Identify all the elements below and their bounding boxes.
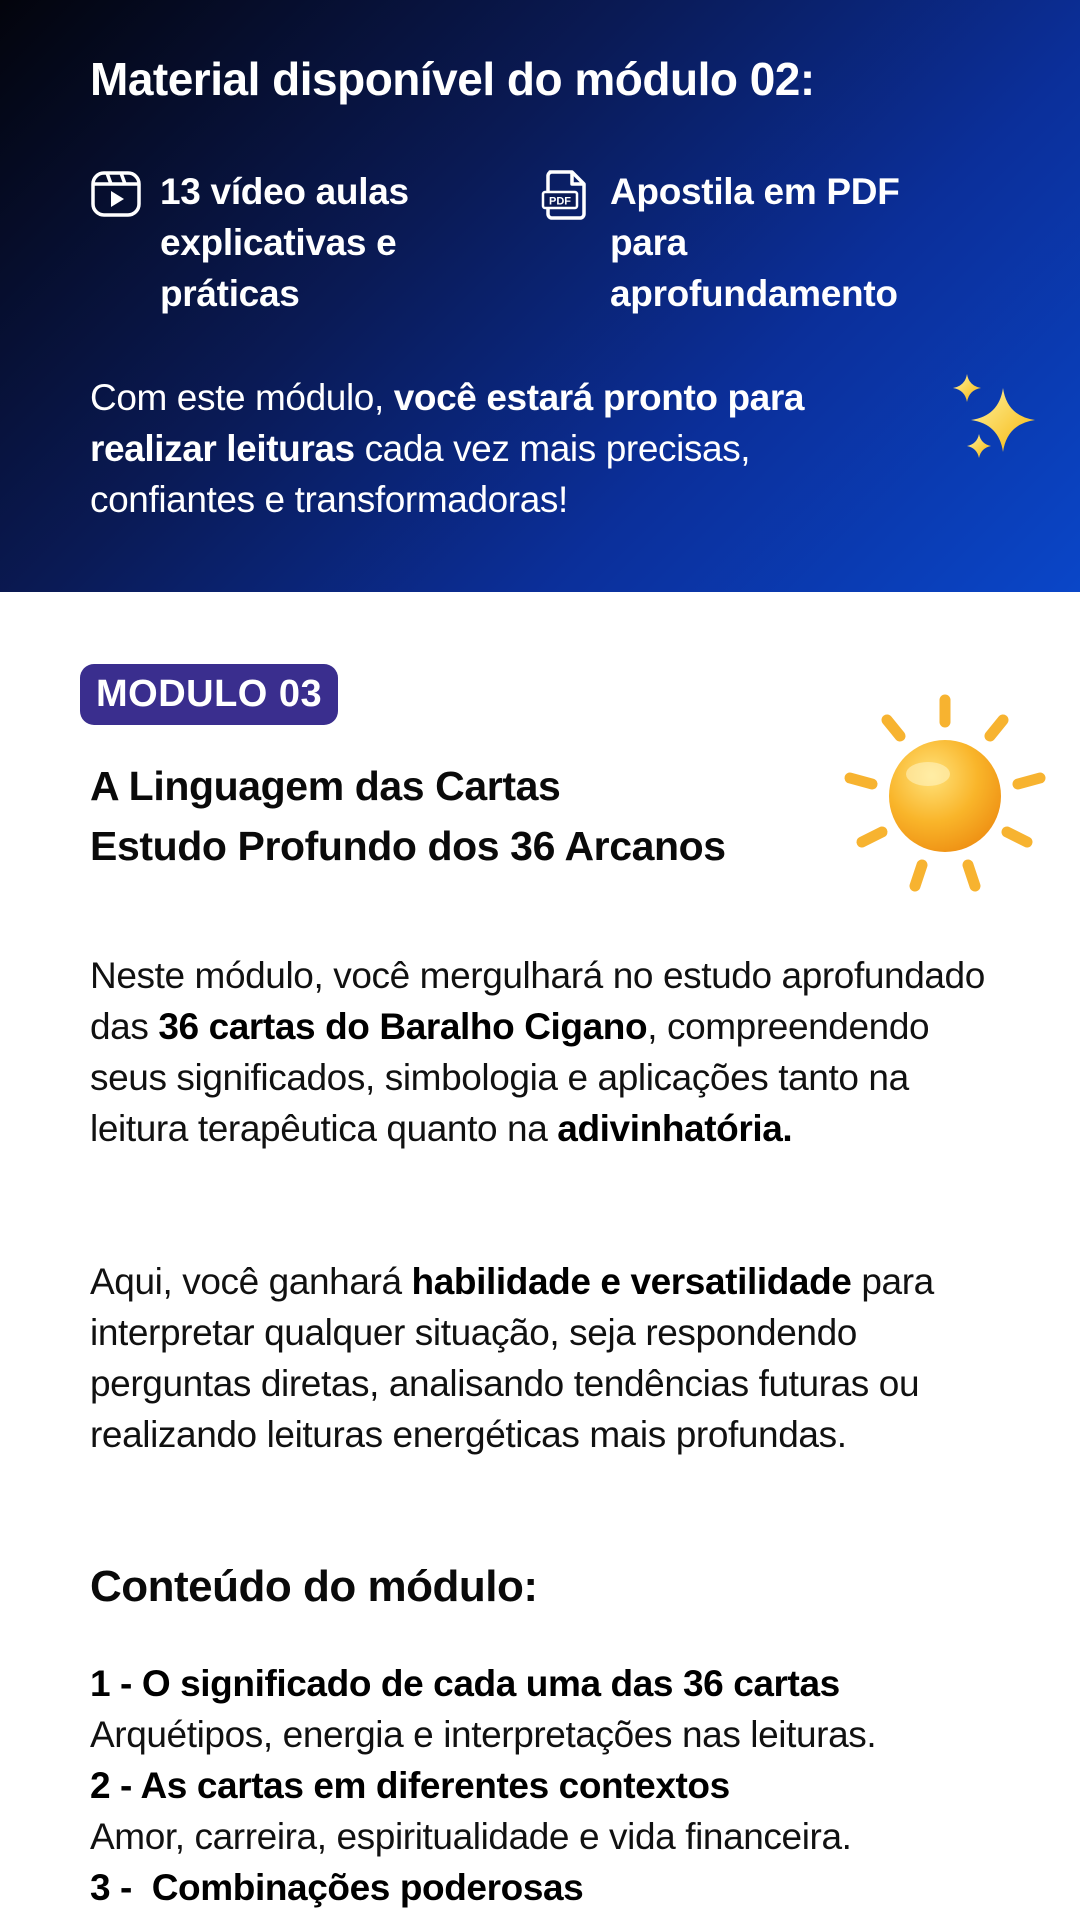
hero-description <box>90 372 850 525</box>
module-title-line1: A Linguagem das Cartas <box>90 763 561 809</box>
p2-text-b: para interpretar qualquer situação, seja respondendo perguntas diretas, analisando tendências futuras ou realizando leituras energéticas mais profundas. <box>90 1261 934 1455</box>
module-title-line2: Estudo Profundo dos 36 Arcanos <box>90 823 726 869</box>
svg-text:PDF: PDF <box>549 195 571 208</box>
module-badge: MODULO 03 <box>80 664 338 725</box>
sun-icon <box>840 690 1050 900</box>
content-item-1-desc: Arquétipos, energia e interpretações nas leituras. <box>90 1714 877 1755</box>
feature-video-label: 13 vídeo aulas explicativas e práticas <box>160 171 409 314</box>
module-description-1 <box>90 950 1010 1154</box>
feature-pdf <box>540 166 970 319</box>
p2-bold: habilidade e versatilidade <box>411 1261 852 1302</box>
play-video-icon <box>90 168 142 220</box>
content-item-2-desc: Amor, carreira, espiritualidade e vida financeira. <box>90 1816 852 1857</box>
p1-text-a: Neste módulo, você mergulhará no estudo aprofundado das <box>90 955 985 1047</box>
content-title: Conteúdo do módulo: <box>90 1562 538 1611</box>
hero-title: Material disponível do módulo 02: <box>90 53 815 105</box>
content-list <box>90 1658 1050 1913</box>
hero-section <box>0 0 1080 592</box>
content-item-1-title: 1 - O significado de cada uma das 36 cartas <box>90 1663 840 1704</box>
p1-text-b: , compreendendo seus significados, simbologia e aplicações tanto na leitura terapêutica quanto na <box>90 1006 930 1149</box>
feature-pdf-label: Apostila em PDF para aprofundamento <box>610 171 900 314</box>
p2-text-a: Aqui, você ganhará <box>90 1261 412 1302</box>
module-title <box>90 756 850 876</box>
content-item-2-title: 2 - As cartas em diferentes contextos <box>90 1765 730 1806</box>
feature-video-lessons <box>90 166 460 319</box>
hero-desc-text: Com este módulo, <box>90 377 394 418</box>
pdf-document-icon <box>540 168 592 220</box>
hero-desc-bold: você estará pronto para realizar leituras <box>90 377 805 469</box>
p1-bold-b: adivinhatória. <box>557 1108 793 1149</box>
hero-desc-text-end: cada vez mais precisas, confiantes e transformadoras! <box>90 428 751 520</box>
p1-bold-a: 36 cartas do Baralho Cigano <box>158 1006 648 1047</box>
sparkles-icon <box>945 372 1045 472</box>
content-item-3-title: 3 - Combinações poderosas <box>90 1867 584 1908</box>
module-description-2 <box>90 1256 1010 1460</box>
